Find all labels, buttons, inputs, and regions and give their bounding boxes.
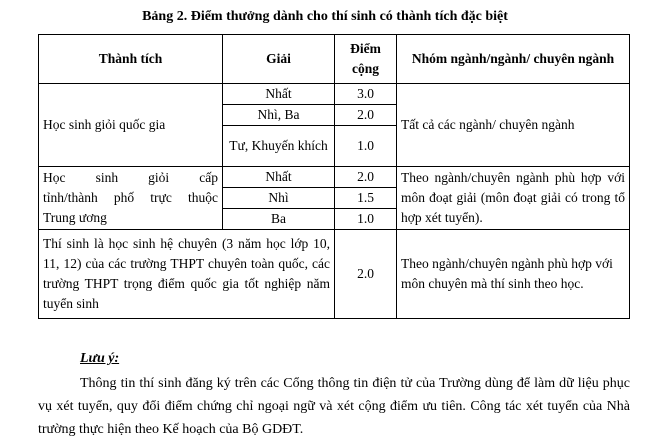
note-label: Lưu ý: <box>80 351 120 366</box>
prize-cell: Nhì, Ba <box>223 105 335 126</box>
scope-national: Tất cả các ngành/ chuyên ngành <box>397 84 630 167</box>
prize-cell: Nhất <box>223 84 335 105</box>
points-cell: 2.0 <box>335 105 397 126</box>
prize-cell: Nhất <box>223 167 335 188</box>
achievement-line: Trung ương <box>43 210 107 225</box>
header-achievement: Thành tích <box>39 35 223 84</box>
header-points: Điểm cộng <box>335 35 397 84</box>
header-group: Nhóm ngành/ngành/ chuyên ngành <box>397 35 630 84</box>
table-row <box>39 84 630 105</box>
achievement-specialized: Thí sinh là học sinh hệ chuyên (3 năm học lớp 10, 11, 12) của các trường THPT chuyên toàn quốc, các trường THPT trọng điểm quốc gia tốt nghiệp năm tuyển sinh <box>39 230 335 319</box>
table-row <box>39 167 630 188</box>
achievement-provincial <box>39 167 223 230</box>
header-prize: Giải <box>223 35 335 84</box>
points-cell: 2.0 <box>335 167 397 188</box>
achievement-line: tỉnh/thành phố trực thuộc <box>43 190 218 205</box>
points-cell: 2.0 <box>335 230 397 319</box>
points-cell: 1.0 <box>335 209 397 230</box>
achievement-national: Học sinh giỏi quốc gia <box>39 84 223 167</box>
note-text: Thông tin thí sinh đăng ký trên các Cổng thông tin điện tử của Trường dùng để làm dữ liệu phục vụ xét tuyển, quy đổi điểm chứng chỉ ngoại ngữ và xét cộng điểm ưu tiên. Công tác xét tuyển của Nhà trường thực hiện theo Kế hoạch của Bộ GDĐT. <box>38 376 630 437</box>
points-cell: 1.0 <box>335 126 397 167</box>
prize-cell: Ba <box>223 209 335 230</box>
table-row <box>39 230 630 319</box>
scope-provincial: Theo ngành/chuyên ngành phù hợp với môn đoạt giải (môn đoạt giải có trong tổ hợp xét tuyển). <box>397 167 630 230</box>
prize-cell: Tư, Khuyến khích <box>223 126 335 167</box>
bonus-points-table <box>38 34 630 319</box>
scope-specialized: Theo ngành/chuyên ngành phù hợp với môn chuyên mà thí sinh theo học. <box>397 230 630 319</box>
header-row <box>39 35 630 84</box>
points-cell: 1.5 <box>335 188 397 209</box>
achievement-line: Học sinh giỏi cấp <box>43 170 218 185</box>
prize-cell: Nhì <box>223 188 335 209</box>
table-caption: Bảng 2. Điểm thưởng dành cho thí sinh có thành tích đặc biệt <box>142 9 508 24</box>
points-cell: 3.0 <box>335 84 397 105</box>
